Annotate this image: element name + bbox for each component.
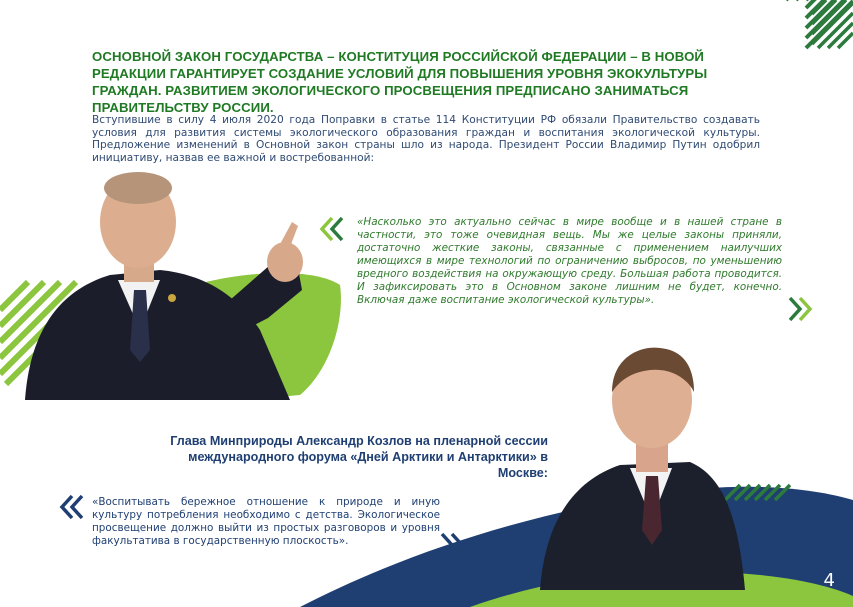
quote-kozlov: «Воспитывать бережное отношение к природе и иную культуру потребления необходимо с детства. Экологическое просвещение должно выйти из простых разговоров и уровня факультатива в государственную плоскость». [92,496,440,547]
quote2-open-chevron-icon [60,494,90,524]
quote-putin: «Насколько это актуально сейчас в мире вообще и в нашей стране в частности, это тоже очевидная вещь. Мы же целые законы приняли, достаточно жесткие законы, связанные с применением наилучших имеющихся в мире технологий по ограничению выбросов, по уменьшению вредного воздействия на окружающую среду. Большая работа проводится. И зафиксировать это в Основном законе лишним не будет, конечно. Включая даже воспитание экологической культуры». [357,216,782,306]
page-number: 4 [823,570,835,591]
minister-caption: Глава Минприроды Александр Козлов на пленарной сессии международного форума «Дней Арктики и Антарктики» в Москве: [170,434,548,480]
quote2-close-chevron-icon [440,532,470,562]
intro-paragraph: Вступившие в силу 4 июля 2020 года Поправки в статье 114 Конституции РФ обязали Правительство создавать условия для развития системы экологического образования граждан и воспитания экологической культуры. Предложение изменений в Основной закон страны шло из народа. Президент России Владимир Путин одобрил инициативу, назвав ее важной и востребованной: [92,114,760,164]
headline: ОСНОВНОЙ ЗАКОН ГОСУДАРСТВА – КОНСТИТУЦИЯ РОССИЙСКОЙ ФЕДЕРАЦИИ – В НОВОЙ РЕДАКЦИИ ГАРАНТИРУЕТ СОЗДАНИЕ УСЛОВИЙ ДЛЯ ПОВЫШЕНИЯ УРОВНЯ ЭКОКУЛЬТУРЫ ГРАЖДАН. РАЗВИТИЕМ ЭКОЛОГИЧЕСКОГО ПРОСВЕЩЕНИЯ ПРЕДПИСАНО ЗАНИМАТЬСЯ ПРАВИТЕЛЬСТВУ РОССИИ. [92,49,708,115]
